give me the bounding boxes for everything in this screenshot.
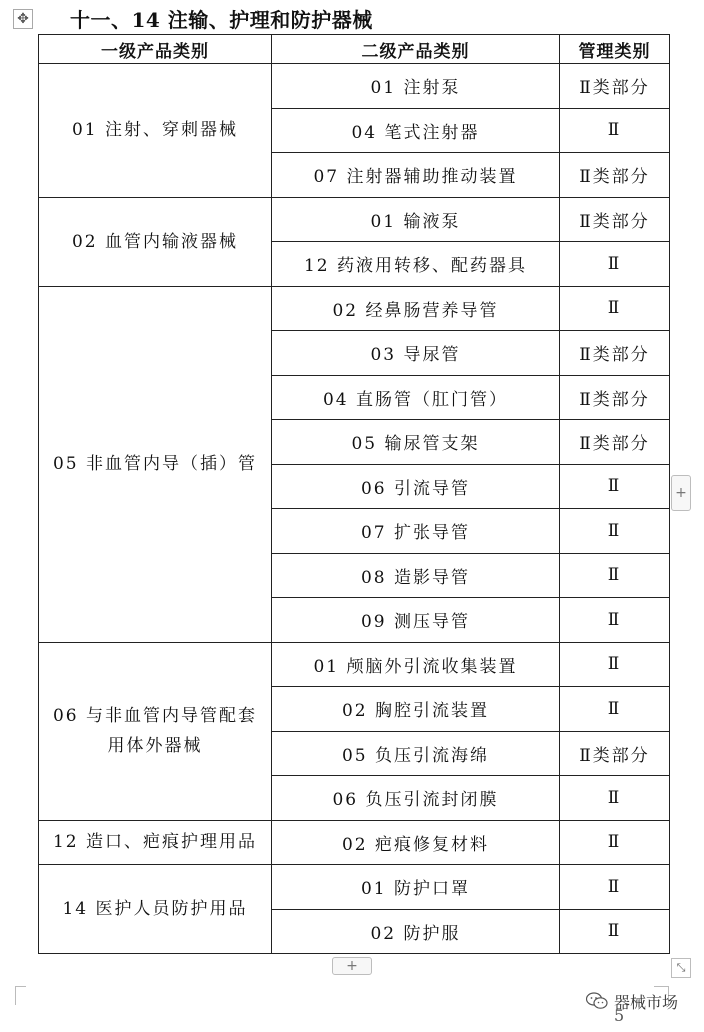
level2-category-cell: 09 测压导管 <box>272 598 560 643</box>
level1-category-cell: 01 注射、穿刺器械 <box>39 64 272 198</box>
page-number: 5 <box>614 1006 625 1025</box>
table-header-row <box>39 35 670 64</box>
level2-category-cell: 07 注射器辅助推动装置 <box>272 153 560 198</box>
level1-category-cell: 05 非血管内导（插）管 <box>39 286 272 642</box>
device-classification-table <box>38 34 670 954</box>
section-title: 十一、14 注输、护理和防护器械 <box>70 8 373 32</box>
management-class-cell: Ⅱ <box>560 687 670 732</box>
management-class-cell: Ⅱ <box>560 598 670 643</box>
management-class-cell: Ⅱ类部分 <box>560 153 670 198</box>
level2-category-cell: 01 颅脑外引流收集装置 <box>272 642 560 687</box>
header-level1: 一级产品类别 <box>39 35 272 64</box>
management-class-cell: Ⅱ <box>560 286 670 331</box>
table-row <box>39 820 670 865</box>
table-body <box>39 64 670 954</box>
table-row <box>39 64 670 109</box>
level1-category-cell: 02 血管内输液器械 <box>39 197 272 286</box>
management-class-cell: Ⅱ <box>560 553 670 598</box>
level2-category-cell: 04 笔式注射器 <box>272 108 560 153</box>
level1-category-cell: 14 医护人员防护用品 <box>39 865 272 954</box>
management-class-cell: Ⅱ <box>560 776 670 821</box>
level2-category-cell: 06 负压引流封闭膜 <box>272 776 560 821</box>
management-class-cell: Ⅱ <box>560 509 670 554</box>
level2-category-cell: 05 输尿管支架 <box>272 420 560 465</box>
header-management: 管理类别 <box>560 35 670 64</box>
level2-category-cell: 02 防护服 <box>272 909 560 954</box>
level2-category-cell: 07 扩张导管 <box>272 509 560 554</box>
management-class-cell: Ⅱ类部分 <box>560 731 670 776</box>
level1-category-cell: 06 与非血管内导管配套用体外器械 <box>39 642 272 820</box>
add-row-button[interactable]: + <box>671 475 691 511</box>
management-class-cell: Ⅱ <box>560 820 670 865</box>
table-row <box>39 286 670 331</box>
level2-category-cell: 02 疤痕修复材料 <box>272 820 560 865</box>
management-class-cell: Ⅱ类部分 <box>560 64 670 109</box>
management-class-cell: Ⅱ类部分 <box>560 197 670 242</box>
level2-category-cell: 01 输液泵 <box>272 197 560 242</box>
level2-category-cell: 02 经鼻肠营养导管 <box>272 286 560 331</box>
level2-category-cell: 01 注射泵 <box>272 64 560 109</box>
management-class-cell: Ⅱ类部分 <box>560 331 670 376</box>
table-row <box>39 197 670 242</box>
table-move-handle-icon[interactable]: ✥ <box>13 9 33 29</box>
table-row <box>39 642 670 687</box>
table-resize-icon[interactable]: ⤡ <box>671 958 691 978</box>
page-corner-mark-left <box>15 986 26 1005</box>
level2-category-cell: 06 引流导管 <box>272 464 560 509</box>
management-class-cell: Ⅱ <box>560 909 670 954</box>
level2-category-cell: 08 造影导管 <box>272 553 560 598</box>
management-class-cell: Ⅱ类部分 <box>560 420 670 465</box>
management-class-cell: Ⅱ <box>560 108 670 153</box>
level2-category-cell: 03 导尿管 <box>272 331 560 376</box>
management-class-cell: Ⅱ <box>560 464 670 509</box>
level2-category-cell: 12 药液用转移、配药器具 <box>272 242 560 287</box>
level2-category-cell: 01 防护口罩 <box>272 865 560 910</box>
management-class-cell: Ⅱ <box>560 642 670 687</box>
level1-category-cell: 12 造口、疤痕护理用品 <box>39 820 272 865</box>
watermark <box>586 988 678 1014</box>
table-row <box>39 865 670 910</box>
header-level2: 二级产品类别 <box>272 35 560 64</box>
wechat-icon <box>586 992 608 1010</box>
level2-category-cell: 05 负压引流海绵 <box>272 731 560 776</box>
level2-category-cell: 02 胸腔引流装置 <box>272 687 560 732</box>
level2-category-cell: 04 直肠管（肛门管） <box>272 375 560 420</box>
add-column-button[interactable]: + <box>332 957 372 975</box>
watermark-text: 器械市场 <box>614 992 679 1012</box>
management-class-cell: Ⅱ <box>560 242 670 287</box>
management-class-cell: Ⅱ类部分 <box>560 375 670 420</box>
management-class-cell: Ⅱ <box>560 865 670 910</box>
